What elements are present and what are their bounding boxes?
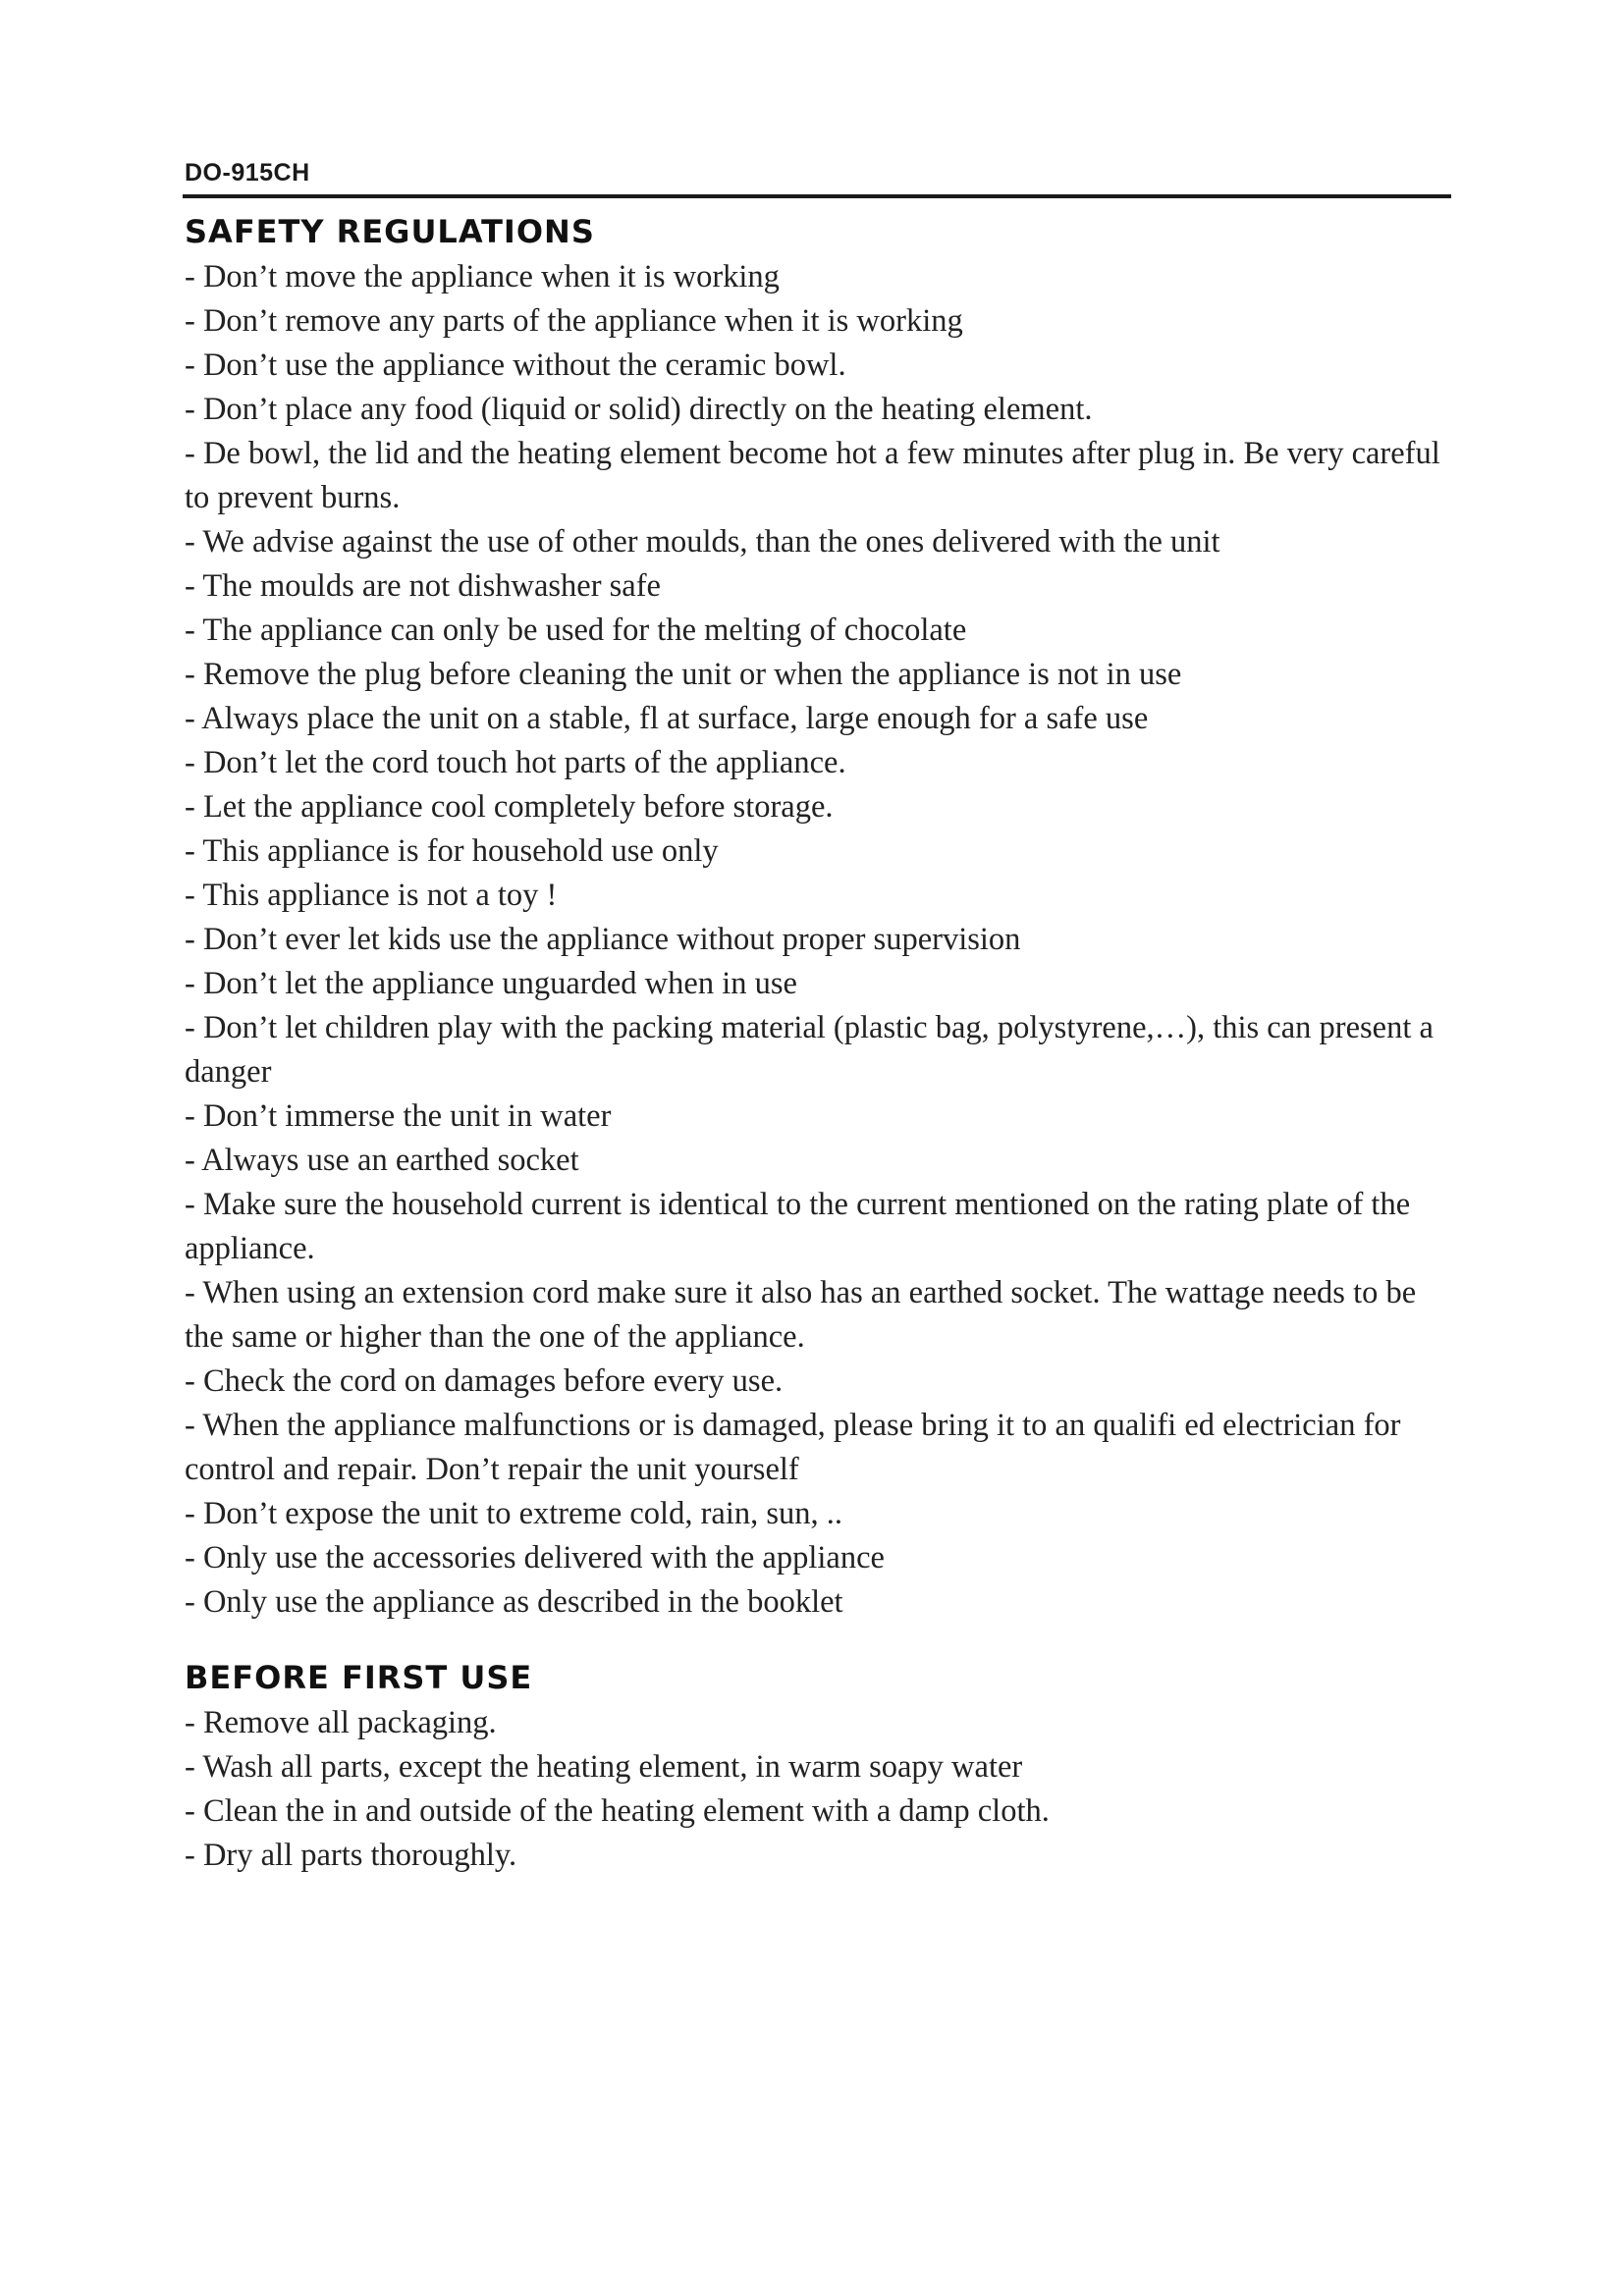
safety-item: - Don’t use the appliance without the ceramic bowl. (185, 347, 846, 383)
before-first-use-heading: BEFORE FIRST USE (185, 1659, 533, 1696)
safety-item: - Don’t let children play with the packing material (plastic bag, polystyrene,…), this can present a danger (185, 1010, 1434, 1090)
safety-item: - The moulds are not dishwasher safe (185, 568, 661, 604)
safety-item: - Don’t move the appliance when it is working (185, 259, 780, 294)
safety-item: - Don’t let the appliance unguarded when in use (185, 966, 797, 1001)
safety-item: - Don’t immerse the unit in water (185, 1098, 612, 1134)
safety-item: - Only use the accessories delivered with the appliance (185, 1540, 885, 1575)
safety-item: - When using an extension cord make sure it also has an earthed socket. The wattage needs to be the same or higher than the one of the appliance. (185, 1275, 1417, 1355)
header-divider (183, 194, 1451, 198)
safety-item: - Don’t ever let kids use the appliance without proper supervision (185, 922, 1021, 957)
before-first-use-list (185, 1701, 1461, 1878)
safety-item: - Don’t expose the unit to extreme cold, rain, sun, .. (185, 1496, 843, 1531)
safety-regulations-section (185, 208, 1461, 1625)
safety-item: - Let the appliance cool completely before storage. (185, 789, 834, 825)
safety-item: - Check the cord on damages before every use. (185, 1363, 784, 1399)
before-first-use-item: - Remove all packaging. (185, 1705, 497, 1740)
safety-item: - Don’t let the cord touch hot parts of the appliance. (185, 745, 846, 780)
before-first-use-section (185, 1654, 1461, 1878)
safety-item: - The appliance can only be used for the melting of chocolate (185, 613, 967, 648)
safety-item: - We advise against the use of other moulds, than the ones delivered with the unit (185, 524, 1220, 560)
before-first-use-item: - Clean the in and outside of the heating element with a damp cloth. (185, 1793, 1050, 1829)
safety-item: - Always place the unit on a stable, fl at surface, large enough for a safe use (185, 701, 1149, 736)
safety-item: - Remove the plug before cleaning the unit or when the appliance is not in use (185, 657, 1182, 692)
safety-item: - This appliance is not a toy ! (185, 878, 558, 913)
before-first-use-item: - Dry all parts thoroughly. (185, 1838, 517, 1873)
safety-item: - Only use the appliance as described in the booklet (185, 1584, 843, 1620)
safety-regulations-heading: SAFETY REGULATIONS (185, 213, 595, 250)
safety-item: - When the appliance malfunctions or is damaged, please bring it to an qualifi ed electrician for control and repair. Don’t repair the unit yourself (185, 1408, 1401, 1487)
safety-item: - This appliance is for household use only (185, 833, 719, 869)
before-first-use-item: - Wash all parts, except the heating element, in warm soapy water (185, 1749, 1023, 1785)
safety-item: - Always use an earthed socket (185, 1143, 579, 1178)
safety-regulations-list (185, 255, 1461, 1625)
safety-item: - Don’t place any food (liquid or solid) directly on the heating element. (185, 392, 1093, 427)
safety-item: - De bowl, the lid and the heating element become hot a few minutes after plug in. Be very careful to prevent burns. (185, 436, 1440, 515)
safety-item: - Make sure the household current is identical to the current mentioned on the rating plate of the appliance. (185, 1187, 1411, 1266)
safety-item: - Don’t remove any parts of the appliance when it is working (185, 303, 963, 339)
model-code: DO-915CH (185, 159, 310, 187)
